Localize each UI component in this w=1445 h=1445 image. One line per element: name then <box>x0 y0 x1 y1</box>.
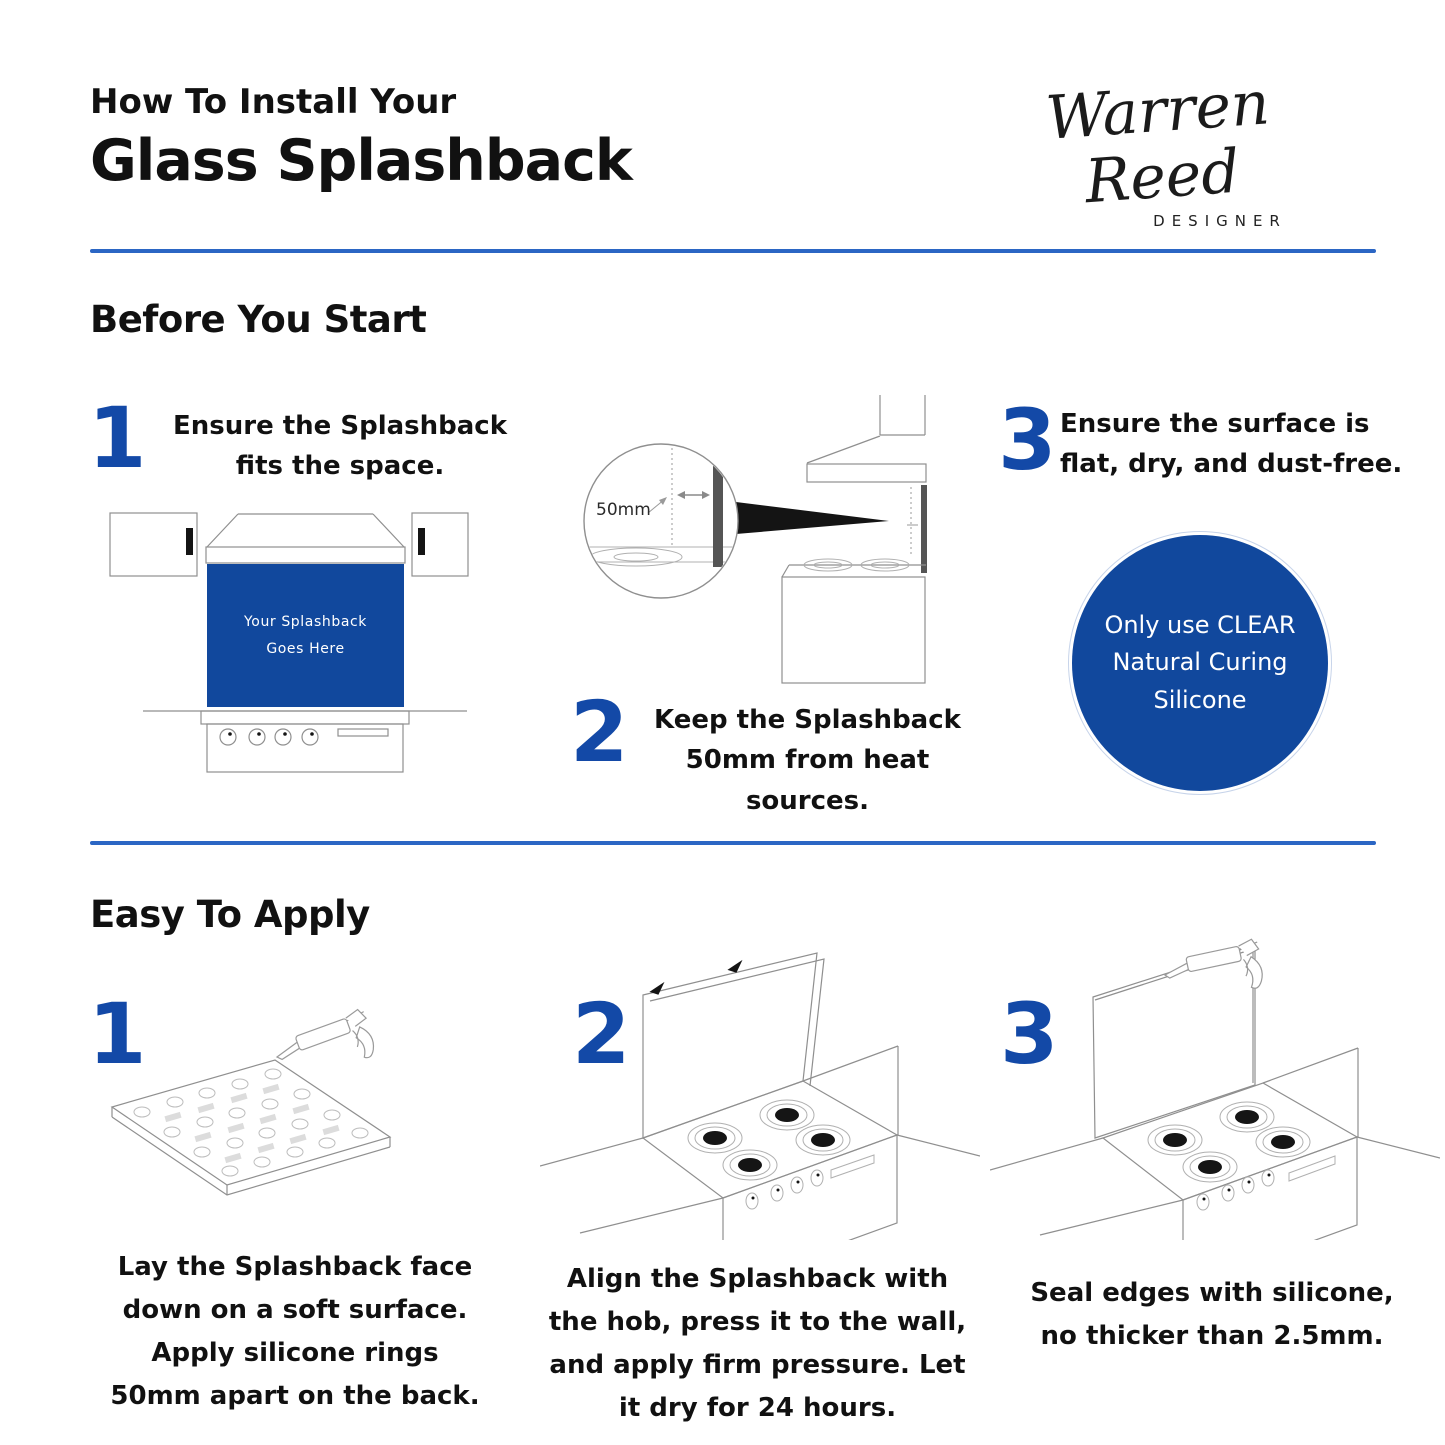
brand-logo <box>975 68 1345 230</box>
section-divider-middle <box>90 841 1376 845</box>
splashback-label-line2: Goes Here <box>266 641 345 657</box>
easy-step1-line1: Lay the Splashback face <box>117 1252 473 1282</box>
easy-step3-number: 3 <box>1000 985 1059 1083</box>
before-step2-number: 2 <box>570 683 629 781</box>
hob-isometric <box>1103 1083 1357 1240</box>
caulk-gun-icon <box>1161 938 1266 1006</box>
easy-section-heading: Easy To Apply <box>90 893 370 936</box>
splashback-label-line1: Your Splashback <box>243 614 368 631</box>
protective-strips <box>164 1084 339 1163</box>
hob-isometric <box>643 1081 897 1240</box>
easy-step3-line2: no thicker than 2.5mm. <box>1040 1320 1384 1351</box>
easy-step2-number: 2 <box>572 985 631 1083</box>
easy-step2-line1: Align the Splashback with <box>566 1264 949 1294</box>
cabinet-handle-icon <box>186 528 193 555</box>
easy-step2-line2: the hob, press it to the wall, <box>548 1306 967 1337</box>
easy-step2-line3: and apply firm pressure. Let <box>549 1349 966 1380</box>
note-line2: Natural Curing <box>1112 648 1288 677</box>
caulk-gun-icon <box>271 1008 379 1087</box>
before-step1-number: 1 <box>88 389 147 487</box>
callout-wedge <box>736 502 889 534</box>
easy-step2-line4: it dry for 24 hours. <box>618 1392 897 1423</box>
splashback-label <box>207 566 404 706</box>
cooker-hood <box>206 514 405 563</box>
press-arrow-icon <box>726 960 745 975</box>
splashback-tilted <box>643 953 824 1138</box>
brand-subtitle: DESIGNER <box>1153 212 1287 230</box>
before-step3-line1: Ensure the surface is <box>1060 409 1370 439</box>
cooker-side-view <box>782 559 926 683</box>
before-step2-line3: sources. <box>745 785 870 816</box>
before-step1-line2: fits the space. <box>235 451 445 482</box>
silicone-rings <box>134 1069 368 1176</box>
before-step3-number: 3 <box>998 391 1057 489</box>
before-step2-text <box>645 700 970 821</box>
before-step3-line2: flat, dry, and dust-free. <box>1060 449 1403 480</box>
easy-step1-line3: Apply silicone rings <box>151 1337 439 1368</box>
silicone-note-circle <box>1072 535 1328 791</box>
gap-detail-illustration <box>560 395 980 695</box>
cabinet-handle-icon <box>418 528 425 555</box>
silicone-note-badge <box>1068 531 1332 795</box>
cooker-display <box>831 1155 874 1178</box>
align-panel-illustration <box>540 928 980 1240</box>
cooker-front <box>201 711 409 772</box>
splashback-panel-flat <box>112 1060 390 1195</box>
cooker-display <box>338 729 388 736</box>
cabinet-left <box>110 513 197 576</box>
before-step3-text <box>1060 404 1420 485</box>
before-step1-line1: Ensure the Splashback <box>172 411 508 441</box>
before-step2-line2: 50mm from heat <box>685 745 930 776</box>
easy-step1-line4: 50mm apart on the back. <box>110 1380 480 1411</box>
easy-step3-line1: Seal edges with silicone, <box>1030 1278 1394 1308</box>
page-title-kicker: How To Install Your <box>90 82 457 122</box>
splashback-edge <box>713 465 723 567</box>
easy-step1-line2: down on a soft surface. <box>122 1294 468 1325</box>
panel-facedown-illustration <box>85 1005 515 1245</box>
brand-signature: Warren Reed <box>1043 68 1272 218</box>
before-step1-text <box>162 406 518 487</box>
easy-step1-number: 1 <box>88 985 147 1083</box>
easy-step1-caption <box>82 1246 508 1418</box>
note-line1: Only use CLEAR <box>1104 611 1296 640</box>
cabinet-right <box>412 513 468 576</box>
section-divider-top <box>90 249 1376 253</box>
hood-side-view <box>807 395 926 482</box>
before-step2-line1: Keep the Splashback <box>654 705 961 735</box>
before-section-heading: Before You Start <box>90 298 427 341</box>
splashback-edge-side <box>921 485 927 573</box>
seal-edges-illustration <box>990 925 1440 1240</box>
easy-step3-caption <box>992 1272 1432 1358</box>
note-line3: Silicone <box>1153 685 1247 714</box>
page-title: Glass Splashback <box>90 128 632 194</box>
easy-step2-caption <box>535 1258 980 1430</box>
measurement-label: 50mm <box>596 500 651 520</box>
